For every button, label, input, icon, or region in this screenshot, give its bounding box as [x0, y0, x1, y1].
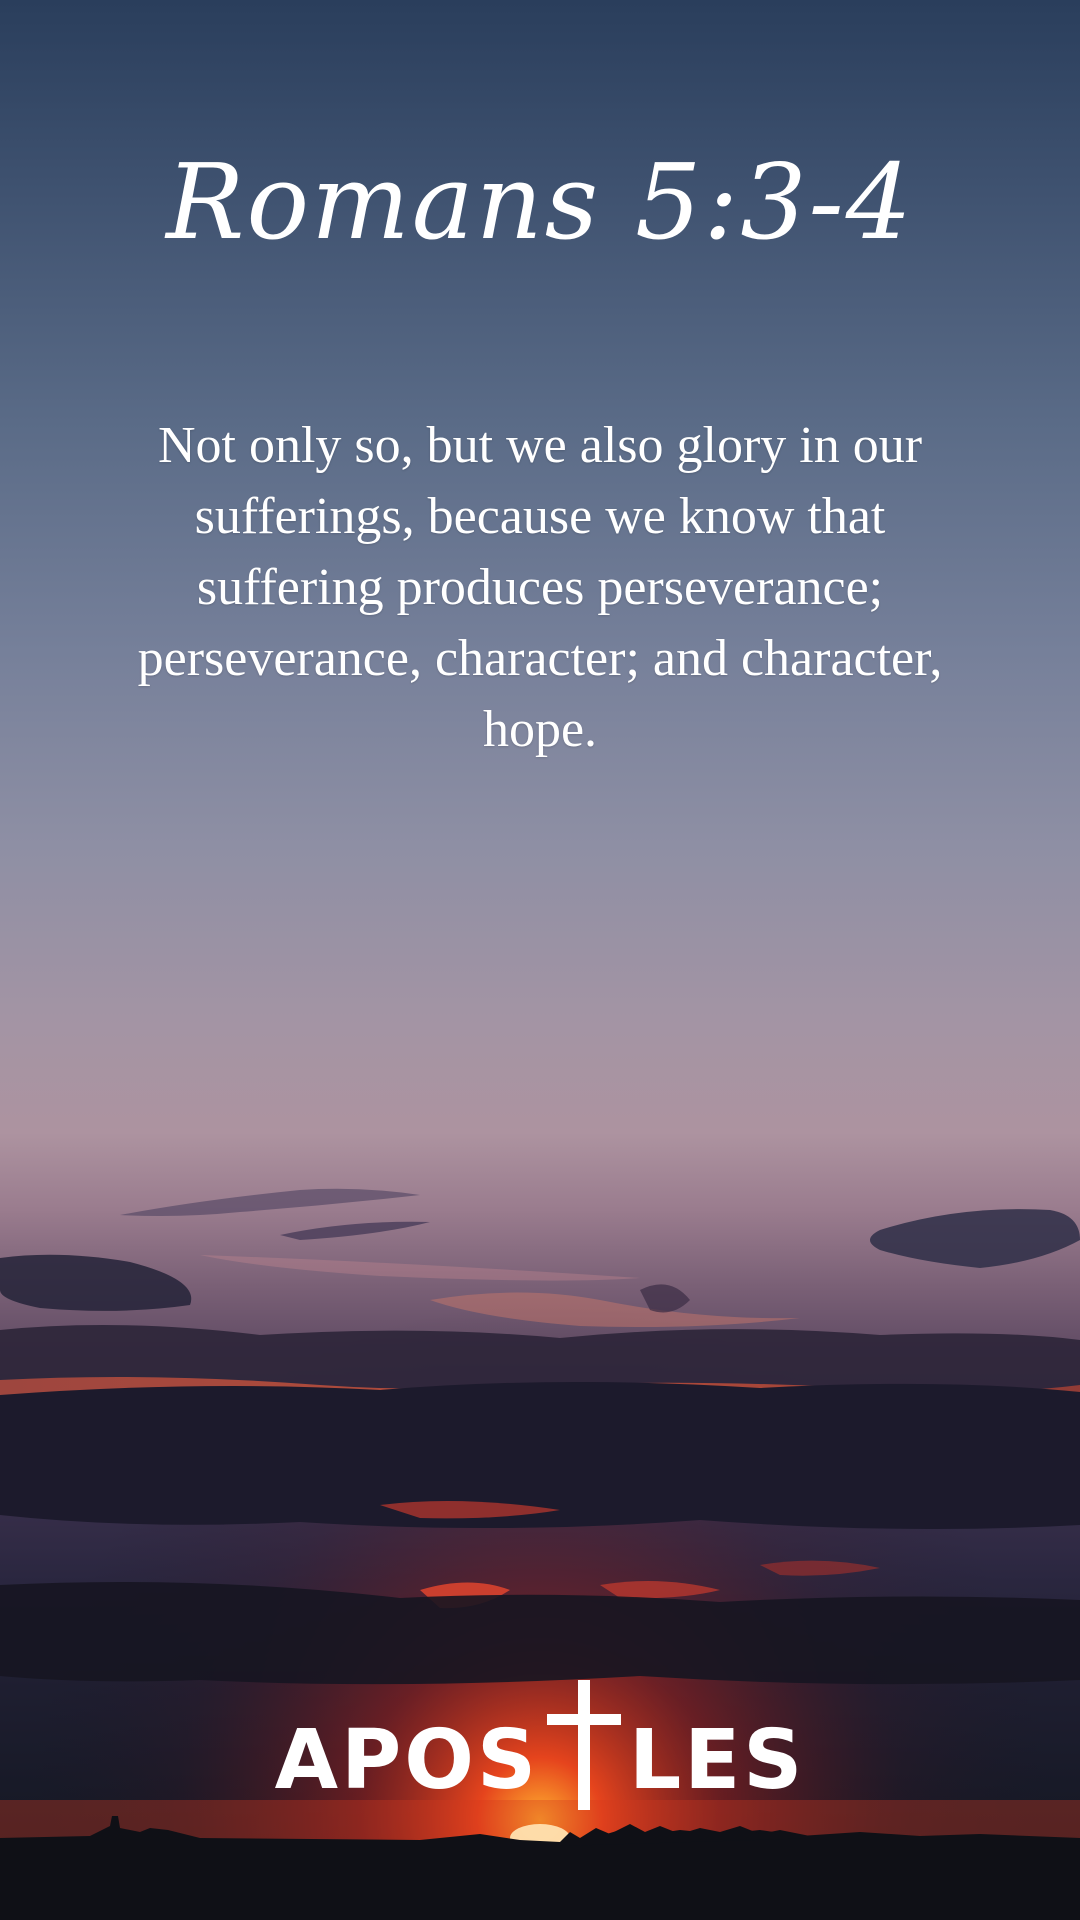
- logo-text-part2: LES: [629, 1713, 806, 1808]
- verse-text: Not only so, but we also glory in our sufferings, because we know that suffering produces perseverance; perseverance, character; and character, hope.: [137, 417, 943, 758]
- cross-icon: [543, 1680, 625, 1810]
- apostles-logo: [0, 1680, 1080, 1808]
- logo-text-part1: APOS: [274, 1713, 539, 1808]
- verse-reference: Romans 5:3-4: [166, 141, 914, 263]
